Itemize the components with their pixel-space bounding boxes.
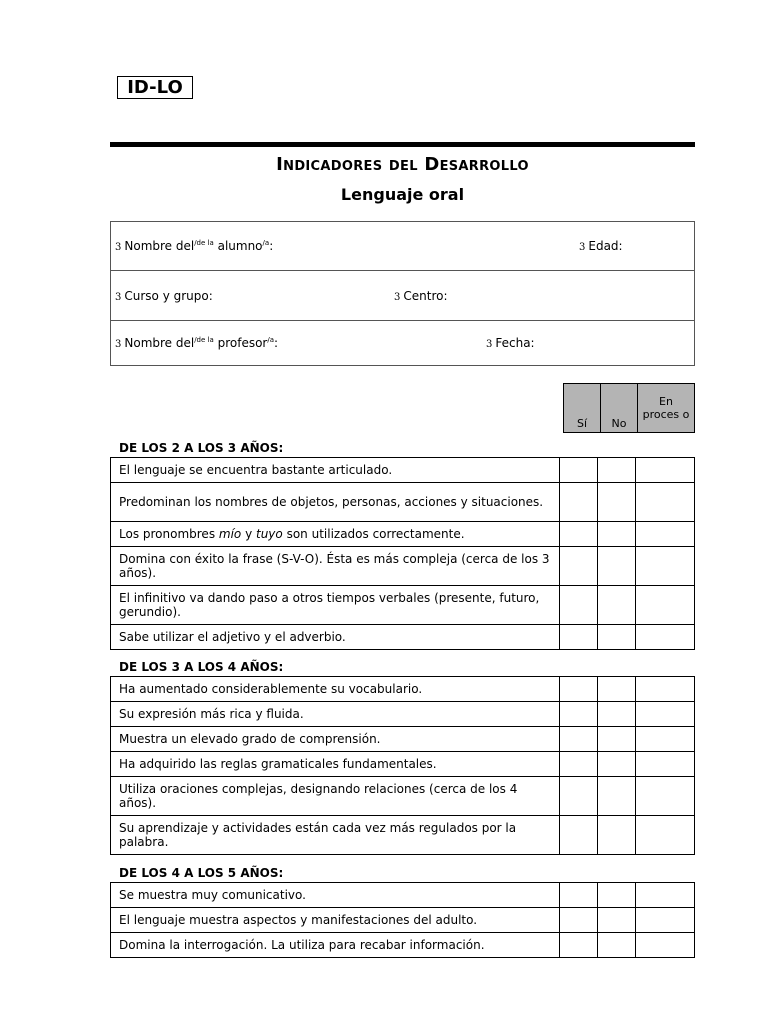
table-row xyxy=(111,908,695,933)
info-row-teacher xyxy=(111,321,694,369)
checkbox-no[interactable] xyxy=(598,547,636,586)
table-row xyxy=(111,816,695,855)
checkbox-yes[interactable] xyxy=(560,483,598,522)
checkbox-no[interactable] xyxy=(598,483,636,522)
checkbox-in-process[interactable] xyxy=(636,777,695,816)
checkbox-in-process[interactable] xyxy=(636,586,695,625)
table-row xyxy=(111,586,695,625)
center-label: Centro: xyxy=(403,289,448,303)
item-text: Utiliza oraciones complejas, designando relaciones (cerca de los 4 años). xyxy=(111,777,560,816)
bullet-icon: 3 xyxy=(486,339,493,350)
form-code-box xyxy=(117,76,193,99)
table-row xyxy=(111,777,695,816)
checkbox-yes[interactable] xyxy=(560,883,598,908)
checkbox-no[interactable] xyxy=(598,458,636,483)
item-text: Domina la interrogación. La utiliza para recabar información. xyxy=(111,933,560,958)
checkbox-yes[interactable] xyxy=(560,547,598,586)
info-row-course xyxy=(111,271,694,321)
checkbox-yes[interactable] xyxy=(560,625,598,650)
table-row xyxy=(111,458,695,483)
checkbox-in-process[interactable] xyxy=(636,702,695,727)
column-header-in-process-label: En proces o xyxy=(642,395,690,421)
checkbox-in-process[interactable] xyxy=(636,625,695,650)
item-text: Sabe utilizar el adjetivo y el adverbio. xyxy=(111,625,560,650)
item-text: Predominan los nombres de objetos, personas, acciones y situaciones. xyxy=(111,483,560,522)
column-header-no-label: No xyxy=(611,417,627,430)
item-text: Su expresión más rica y fluida. xyxy=(111,702,560,727)
bullet-icon: 3 xyxy=(394,292,401,303)
column-header-yes xyxy=(563,383,601,433)
teacher-name-sup: /de la xyxy=(194,336,214,344)
date-label: Fecha: xyxy=(495,336,535,350)
table-row xyxy=(111,883,695,908)
checkbox-no[interactable] xyxy=(598,586,636,625)
item-text: Ha aumentado considerablemente su vocabulario. xyxy=(111,677,560,702)
header-rule xyxy=(110,142,695,147)
checkbox-in-process[interactable] xyxy=(636,883,695,908)
table-row xyxy=(111,483,695,522)
checkbox-in-process[interactable] xyxy=(636,522,695,547)
checkbox-yes[interactable] xyxy=(560,458,598,483)
checkbox-yes[interactable] xyxy=(560,727,598,752)
table-row xyxy=(111,933,695,958)
table-row xyxy=(111,727,695,752)
table-row xyxy=(111,522,695,547)
checkbox-yes[interactable] xyxy=(560,677,598,702)
checkbox-no[interactable] xyxy=(598,816,636,855)
teacher-name-label-2: profesor xyxy=(213,336,268,350)
age-label: Edad: xyxy=(588,239,623,253)
checkbox-yes[interactable] xyxy=(560,752,598,777)
checkbox-no[interactable] xyxy=(598,677,636,702)
checkbox-no[interactable] xyxy=(598,883,636,908)
bullet-icon: 3 xyxy=(579,242,586,253)
checkbox-in-process[interactable] xyxy=(636,816,695,855)
checkbox-in-process[interactable] xyxy=(636,752,695,777)
info-row-student xyxy=(111,222,694,271)
item-text: El lenguaje muestra aspectos y manifestaciones del adulto. xyxy=(111,908,560,933)
column-header-yes-label: Sí xyxy=(576,417,588,430)
checklist-table-3-4 xyxy=(110,676,695,855)
section-title-2-3: DE LOS 2 A LOS 3 AÑOS: xyxy=(119,441,284,455)
checkbox-no[interactable] xyxy=(598,933,636,958)
teacher-name-field[interactable] xyxy=(115,336,278,350)
checkbox-no[interactable] xyxy=(598,752,636,777)
checkbox-yes[interactable] xyxy=(560,908,598,933)
course-field[interactable] xyxy=(115,289,213,303)
checkbox-no[interactable] xyxy=(598,625,636,650)
section-title-4-5: DE LOS 4 A LOS 5 AÑOS: xyxy=(119,866,284,880)
checklist-table-2-3 xyxy=(110,457,695,650)
bullet-icon: 3 xyxy=(115,242,122,253)
checkbox-in-process[interactable] xyxy=(636,677,695,702)
bullet-icon: 3 xyxy=(115,339,122,350)
item-text: Se muestra muy comunicativo. xyxy=(111,883,560,908)
student-name-label-2: alumno xyxy=(213,239,263,253)
student-name-sup: /de la xyxy=(194,239,214,247)
teacher-name-colon: : xyxy=(274,336,279,350)
table-row xyxy=(111,752,695,777)
checkbox-in-process[interactable] xyxy=(636,458,695,483)
checkbox-yes[interactable] xyxy=(560,816,598,855)
checkbox-in-process[interactable] xyxy=(636,933,695,958)
checkbox-in-process[interactable] xyxy=(636,727,695,752)
table-row xyxy=(111,547,695,586)
checkbox-yes[interactable] xyxy=(560,777,598,816)
student-info-box xyxy=(110,221,695,366)
checkbox-in-process[interactable] xyxy=(636,547,695,586)
checklist-table-4-5 xyxy=(110,882,695,958)
bullet-icon: 3 xyxy=(115,292,122,303)
age-field[interactable] xyxy=(579,239,623,253)
page-title: Indicadores del Desarrollo xyxy=(276,154,529,175)
page-subtitle: Lenguaje oral xyxy=(340,185,465,204)
checkbox-yes[interactable] xyxy=(560,522,598,547)
section-title-3-4: DE LOS 3 A LOS 4 AÑOS: xyxy=(119,660,284,674)
student-name-field[interactable] xyxy=(115,239,273,253)
column-header-in-process xyxy=(637,383,695,433)
checkbox-yes[interactable] xyxy=(560,586,598,625)
item-text: El lenguaje se encuentra bastante articulado. xyxy=(111,458,560,483)
checkbox-yes[interactable] xyxy=(560,702,598,727)
table-row xyxy=(111,677,695,702)
student-name-sup-2: /a xyxy=(262,239,270,247)
column-header-no xyxy=(600,383,638,433)
checkbox-in-process[interactable] xyxy=(636,908,695,933)
teacher-name-label: Nombre del xyxy=(124,336,195,350)
item-text: Domina con éxito la frase (S-V-O). Ésta es más compleja (cerca de los 3 años). xyxy=(111,547,560,586)
table-row xyxy=(111,702,695,727)
student-name-colon: : xyxy=(269,239,274,253)
item-text: Muestra un elevado grado de comprensión. xyxy=(111,727,560,752)
checkbox-no[interactable] xyxy=(598,522,636,547)
checkbox-yes[interactable] xyxy=(560,933,598,958)
checkbox-no[interactable] xyxy=(598,702,636,727)
course-label: Curso y grupo: xyxy=(124,289,213,303)
checkbox-no[interactable] xyxy=(598,727,636,752)
table-row xyxy=(111,625,695,650)
checkbox-in-process[interactable] xyxy=(636,483,695,522)
item-text: Ha adquirido las reglas gramaticales fundamentales. xyxy=(111,752,560,777)
center-field[interactable] xyxy=(394,289,448,303)
item-text: El infinitivo va dando paso a otros tiempos verbales (presente, futuro, gerundio). xyxy=(111,586,560,625)
form-code: ID-LO xyxy=(127,77,183,98)
teacher-name-sup-2: /a xyxy=(267,336,275,344)
student-name-label: Nombre del xyxy=(124,239,195,253)
item-text: Los pronombres mío y tuyo son utilizados correctamente. xyxy=(111,522,560,547)
item-text: Su aprendizaje y actividades están cada vez más regulados por la palabra. xyxy=(111,816,560,855)
checkbox-no[interactable] xyxy=(598,908,636,933)
date-field[interactable] xyxy=(486,336,535,350)
checkbox-no[interactable] xyxy=(598,777,636,816)
